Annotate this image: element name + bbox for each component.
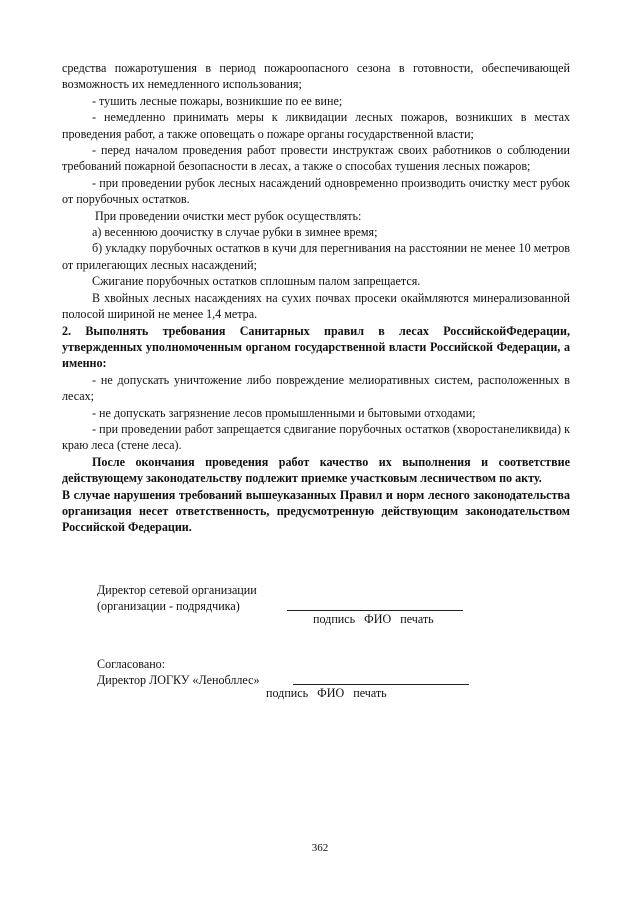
paragraph: - не допускать уничтожение либо повреждение мелиоративных систем, расположенных в лесах; bbox=[62, 372, 570, 404]
paragraph: В хвойных лесных насаждениях на сухих почвах просеки окаймляются минерализованной полосой шириной не менее 1,4 метра. bbox=[62, 290, 570, 322]
signature-title: Директор ЛОГКУ «Ленобллес» bbox=[97, 673, 260, 687]
paragraph: - при проведении работ запрещается сдвигание порубочных остатков (хворостанеликвида) к краю леса (стене леса). bbox=[62, 421, 570, 453]
paragraph: а) весеннюю доочистку в случае рубки в зимнее время; bbox=[92, 225, 378, 240]
signature-block-contractor bbox=[97, 582, 257, 614]
signature-caption: подпись ФИО печать bbox=[313, 612, 434, 626]
signature-line bbox=[287, 610, 463, 611]
signature-title: Директор сетевой организации bbox=[97, 583, 257, 597]
paragraph: При проведении очистки мест рубок осуществлять: bbox=[95, 208, 362, 223]
paragraph: средства пожаротушения в период пожароопасного сезона в готовности, обеспечивающей возможность их немедленного использования; bbox=[62, 61, 570, 92]
document-body bbox=[62, 60, 570, 536]
bold-paragraph: В случае нарушения требований вышеуказанных Правил и норм лесного законодательства организация несет ответственность, предусмотренную действующим законодательством Российской Федерации. bbox=[62, 487, 570, 535]
approval-label: Согласовано: bbox=[97, 657, 166, 671]
signature-subtitle: (организации - подрядчика) bbox=[97, 599, 240, 613]
paragraph: - не допускать загрязнение лесов промышленными и бытовыми отходами; bbox=[92, 405, 476, 420]
signature-line bbox=[293, 684, 469, 685]
signature-block-approval bbox=[97, 656, 260, 688]
signature-caption: подпись ФИО печать bbox=[266, 686, 387, 700]
paragraph: Сжигание порубочных остатков сплошным палом запрещается. bbox=[92, 274, 421, 289]
page-number: 362 bbox=[311, 842, 329, 854]
section-heading: 2. Выполнять требования Санитарных правил в лесах РоссийскойФедерации, утвержденных уполномоченным органом государственной власти Российской Федерации, а именно: bbox=[62, 323, 570, 371]
paragraph: - немедленно принимать меры к ликвидации лесных пожаров, возникших в местах проведения работ, а также оповещать о пожаре органы государственной власти; bbox=[62, 110, 570, 141]
bold-paragraph: После окончания проведения работ качество их выполнения и соответствие действующему законодательству подлежит приемке участковым лесничеством по акту. bbox=[62, 454, 570, 486]
paragraph: - перед началом проведения работ провести инструктаж своих работников о соблюдении требований пожарной безопасности в лесах, а также о способах тушения лесных пожаров; bbox=[62, 143, 570, 174]
paragraph: б) укладку порубочных остатков в кучи для перегнивания на расстоянии не менее 10 метров от прилегающих лесных насаждений; bbox=[62, 241, 570, 272]
paragraph: - при проведении рубок лесных насаждений одновременно производить очистку мест рубок от порубочных остатков. bbox=[62, 175, 570, 207]
paragraph: - тушить лесные пожары, возникшие по ее вине; bbox=[92, 93, 343, 108]
